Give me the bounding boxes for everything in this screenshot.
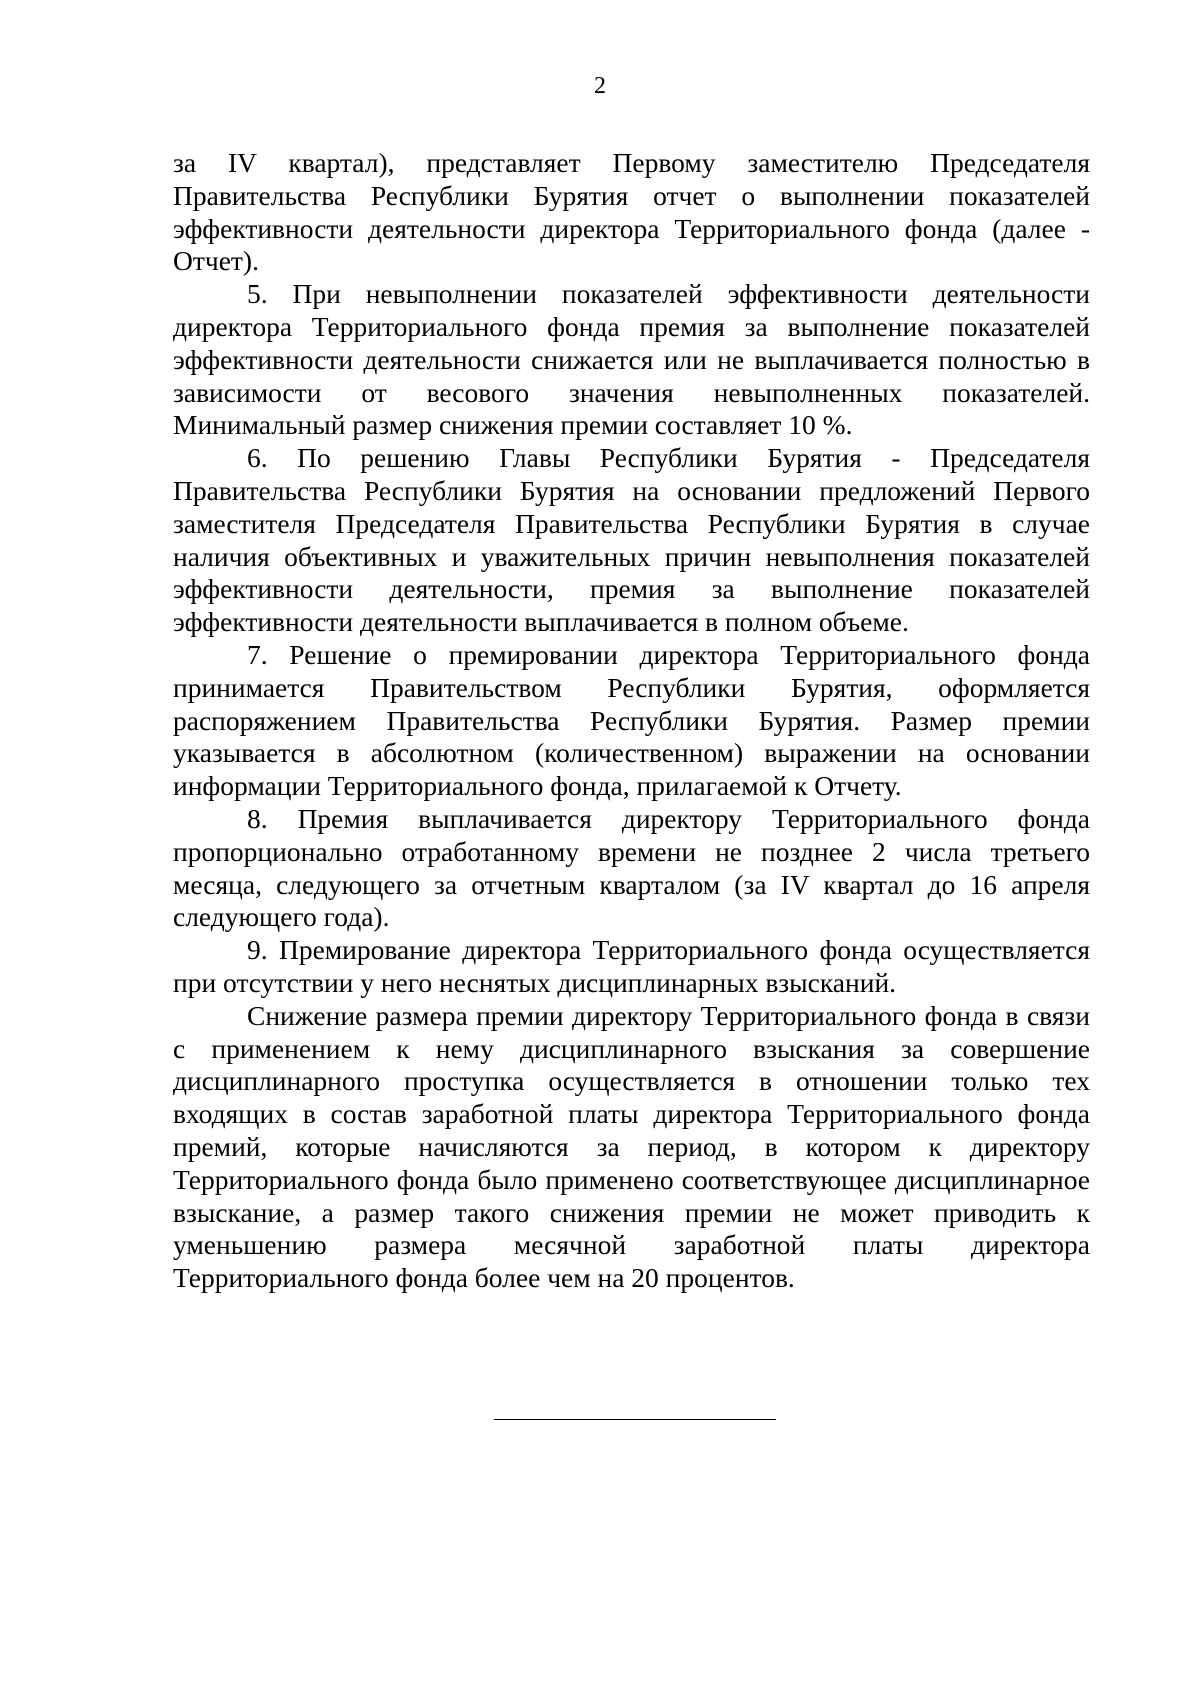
document-body xyxy=(173,147,1090,1295)
paragraph-item-7: 7. Решение о премировании директора Территориального фонда принимается Правительством Республики Бурятия, оформляется распоряжением Правительства Республики Бурятия. Размер премии указывается в абсолютном (количественном) выражении на основании информации Территориального фонда, прилагаемой к Отчету. xyxy=(173,638,1090,802)
paragraph-item-9: 9. Премирование директора Территориального фонда осуществляется при отсутствии у него неснятых дисциплинарных взысканий. xyxy=(173,934,1090,998)
paragraph-continuation: за IV квартал), представляет Первому заместителю Председателя Правительства Республики Бурятия отчет о выполнении показателей эффективности деятельности директора Территориального фонда (далее - Отчет). xyxy=(173,147,1090,277)
paragraph-item-8: 8. Премия выплачивается директору Территориального фонда пропорционально отработанному времени не позднее 2 числа третьего месяца, следующего за отчетным кварталом (за IV квартал до 16 апреля следующего года). xyxy=(173,802,1090,933)
paragraph-item-6: 6. По решению Главы Республики Бурятия - Председателя Правительства Республики Бурятия на основании предложений Первого заместителя Председателя Правительства Республики Бурятия в случае наличия объективных и уважительных причин невыполнения показателей эффективности деятельности, премия за выполнение показателей эффективности деятельности выплачивается в полном объеме. xyxy=(173,442,1090,638)
paragraph-bonus-reduction: Снижение размера премии директору Территориального фонда в связи с применением к нему дисциплинарного взыскания за совершение дисциплинарного проступка осуществляется в отношении только тех входящих в состав заработной платы директора Территориального фонда премий, которые начисляются за период, в котором к директору Территориального фонда было применено соответствующее дисциплинарное взыскание, а размер такого снижения премии не может приводить к уменьшению размера месячной заработной платы директора Территориального фонда более чем на 20 процентов. xyxy=(173,999,1090,1294)
paragraph-item-5: 5. При невыполнении показателей эффективности деятельности директора Территориального фонда премия за выполнение показателей эффективности деятельности снижается или не выплачивается полностью в зависимости от весового значения невыполненных показателей. Минимальный размер снижения премии составляет 10 %. xyxy=(173,278,1090,441)
page-number: 2 xyxy=(594,73,606,99)
end-separator-line xyxy=(494,1419,776,1420)
